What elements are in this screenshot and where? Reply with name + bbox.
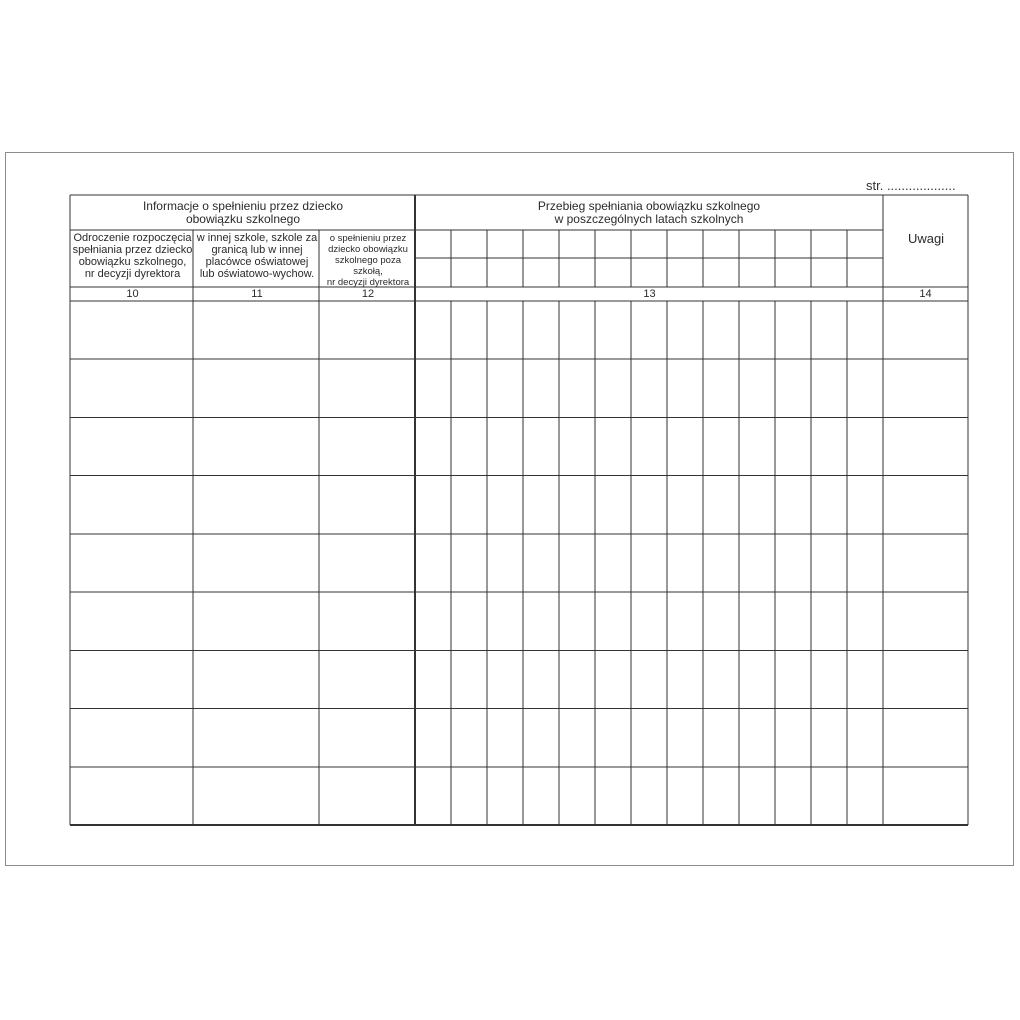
column-12-heading: o spełnieniu przez dziecko obowiązku szkolnego poza szkołą, nr decyzji dyrektora bbox=[326, 233, 410, 288]
header-remarks: Uwagi bbox=[907, 231, 945, 246]
header-group-mid: Przebieg spełniania obowiązku szkolnego w poszczególnych latach szkolnych bbox=[537, 199, 761, 227]
column-10-heading: Odroczenie rozpoczęcia spełniania przez dziecko obowiązku szkolnego, nr decyzji dyrektora bbox=[72, 232, 193, 280]
column-number-14: 14 bbox=[919, 288, 932, 300]
column-number-11: 11 bbox=[251, 288, 263, 300]
column-number-13: 13 bbox=[643, 288, 656, 300]
column-11-heading: w innej szkole, szkole za granicą lub w innej placówce oświatowej lub oświatowo-wychow. bbox=[196, 232, 318, 280]
header-group-left: Informacje o spełnieniu przez dziecko obowiązku szkolnego bbox=[142, 199, 344, 227]
column-number-12: 12 bbox=[361, 288, 375, 300]
page-number-label: str. ................... bbox=[866, 178, 956, 193]
column-number-10: 10 bbox=[126, 288, 139, 300]
